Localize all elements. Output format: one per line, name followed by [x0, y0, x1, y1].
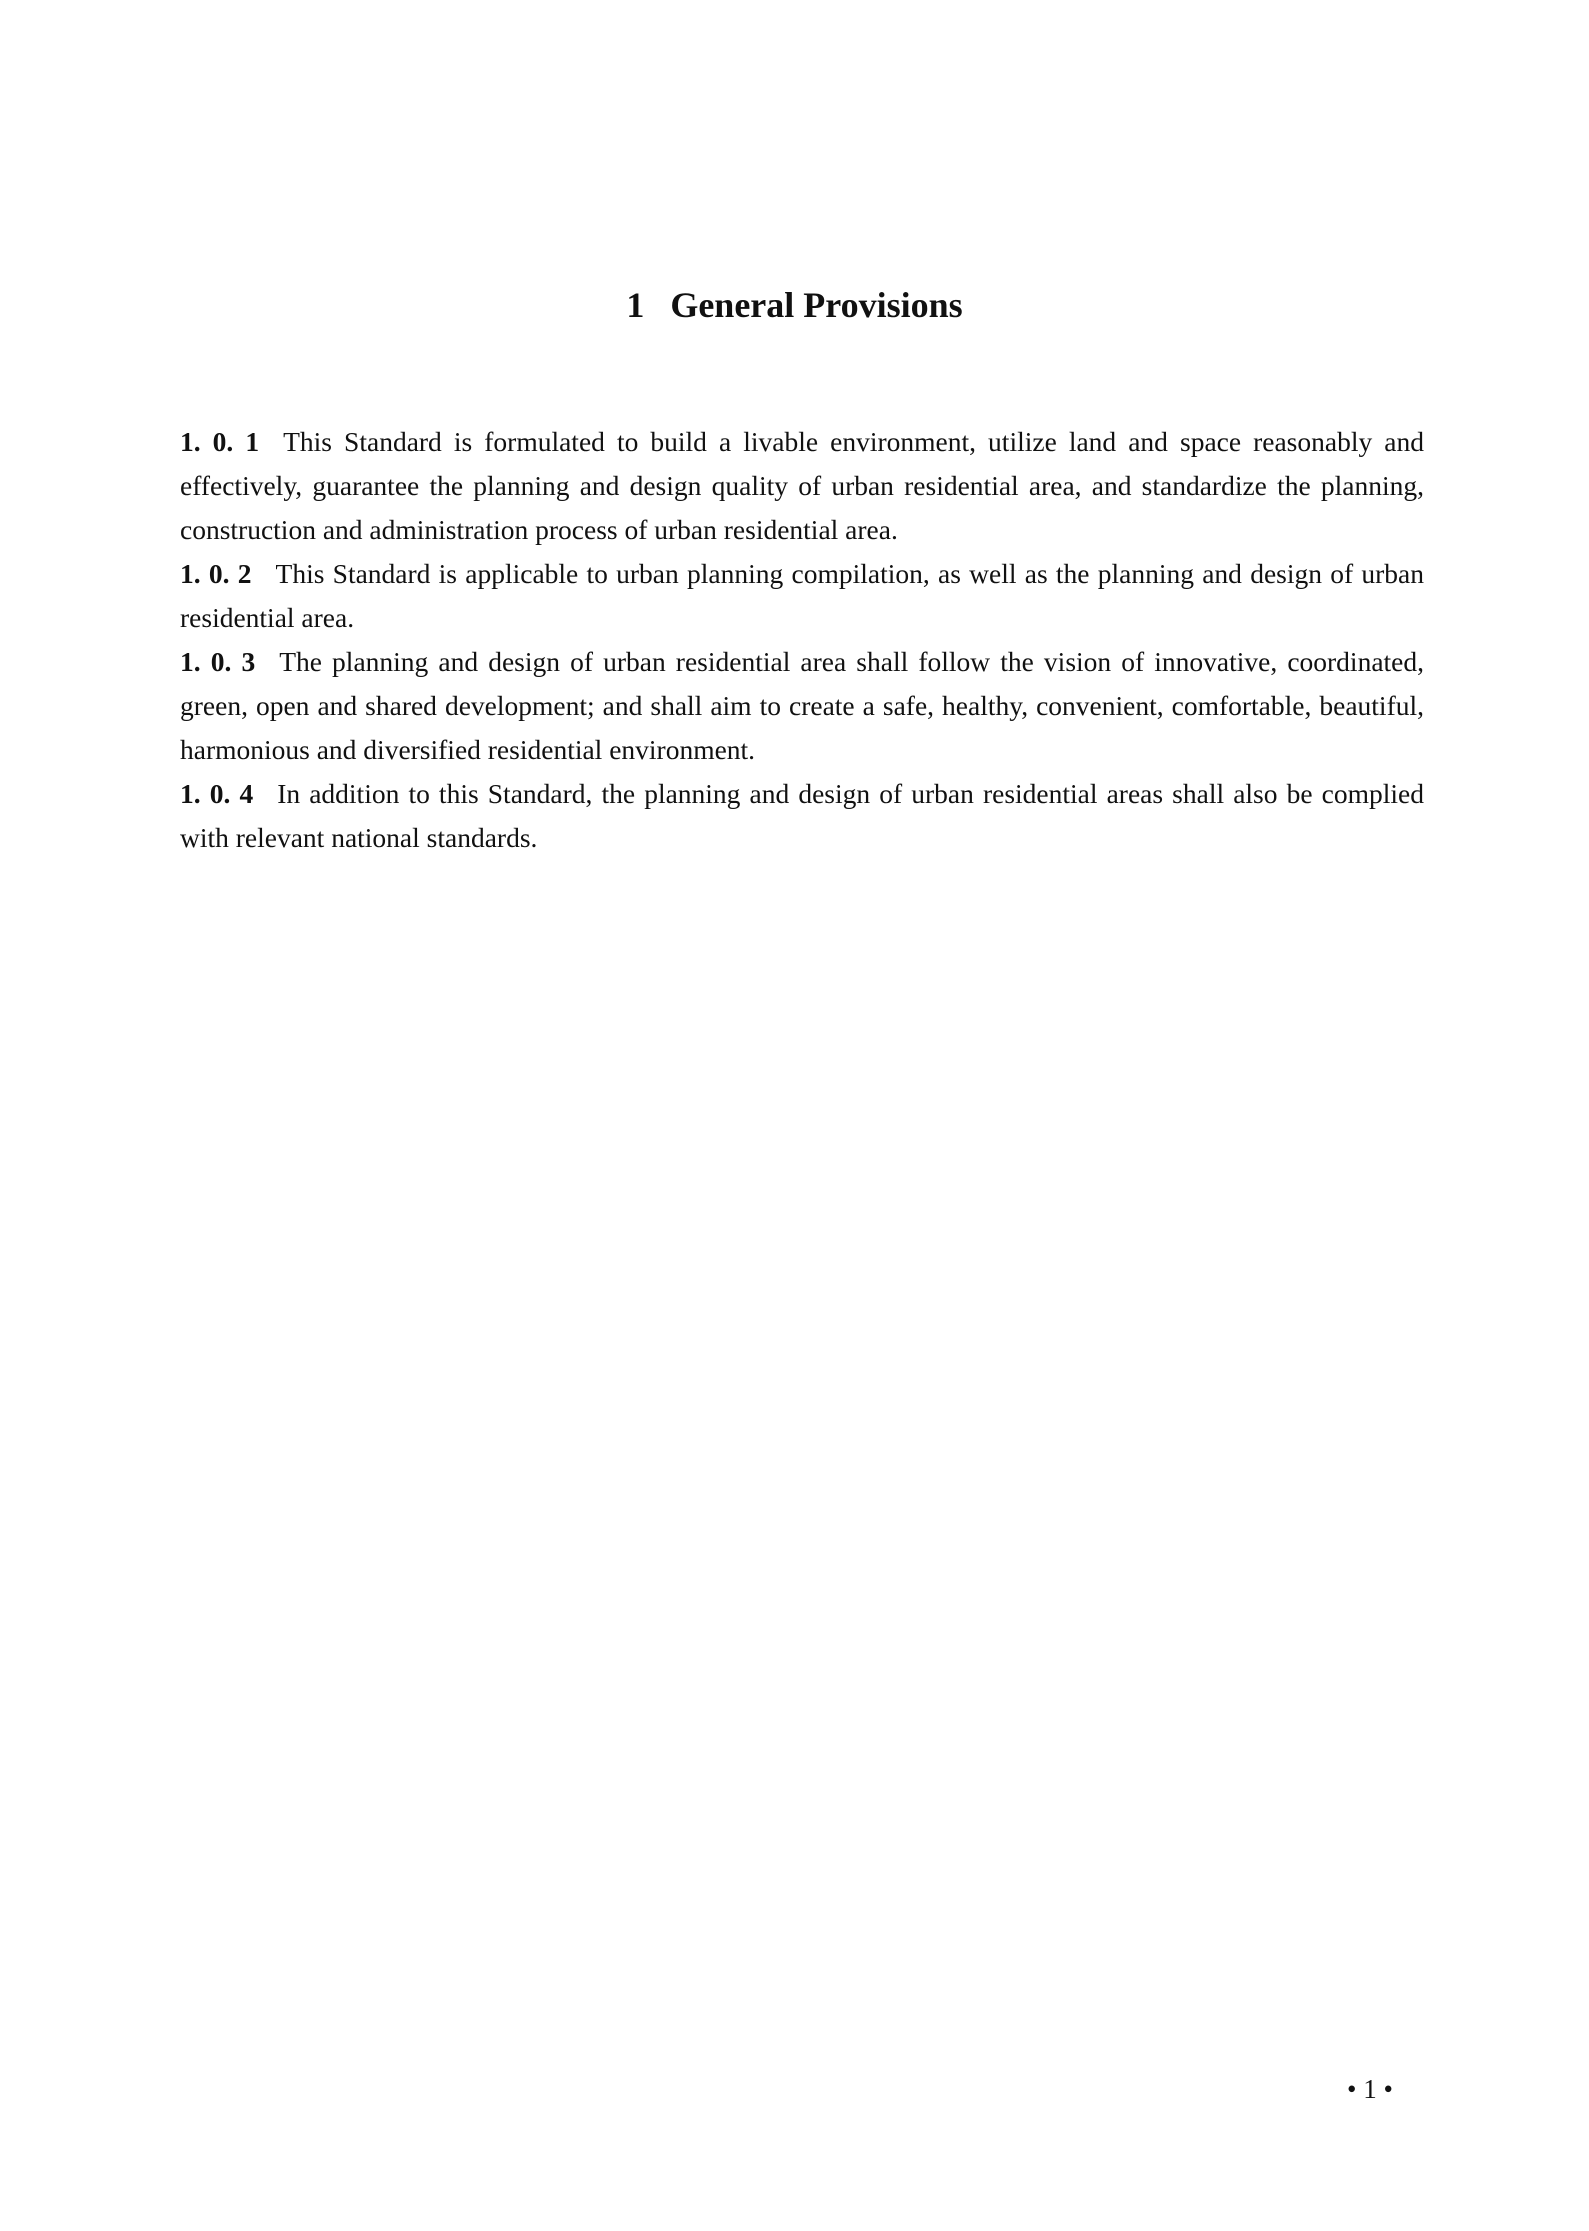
provision-1-0-4 — [180, 772, 1424, 860]
provision-number: 1. 0. 2 — [180, 558, 252, 589]
page-number: • 1 • — [1347, 2074, 1393, 2104]
provisions-list — [180, 420, 1424, 860]
provision-text: In addition to this Standard, the planning and design of urban residential areas shall also be complied with relevant national standards. — [180, 778, 1424, 853]
provision-number: 1. 0. 3 — [180, 646, 256, 677]
provision-text: This Standard is applicable to urban planning compilation, as well as the planning and design of urban residential area. — [180, 558, 1425, 633]
provision-number: 1. 0. 1 — [180, 426, 260, 457]
provision-1-0-2 — [180, 552, 1424, 640]
provision-1-0-3 — [180, 640, 1424, 772]
chapter-title — [0, 283, 1589, 327]
provision-text: This Standard is formulated to build a livable environment, utilize land and space reasonably and effectively, guarantee the planning and design quality of urban residential area, and standardize the planning, construction and administration process of urban residential area. — [180, 426, 1424, 545]
provision-number: 1. 0. 4 — [180, 778, 254, 809]
chapter-title-text: General Provisions — [670, 285, 963, 325]
chapter-number: 1 — [626, 285, 645, 325]
provision-text: The planning and design of urban residential area shall follow the vision of innovative, coordinated, green, open and shared development; and shall aim to create a safe, healthy, convenient, comfortable, beautiful, harmonious and diversified residential environment. — [180, 646, 1424, 765]
provision-1-0-1 — [180, 420, 1424, 552]
